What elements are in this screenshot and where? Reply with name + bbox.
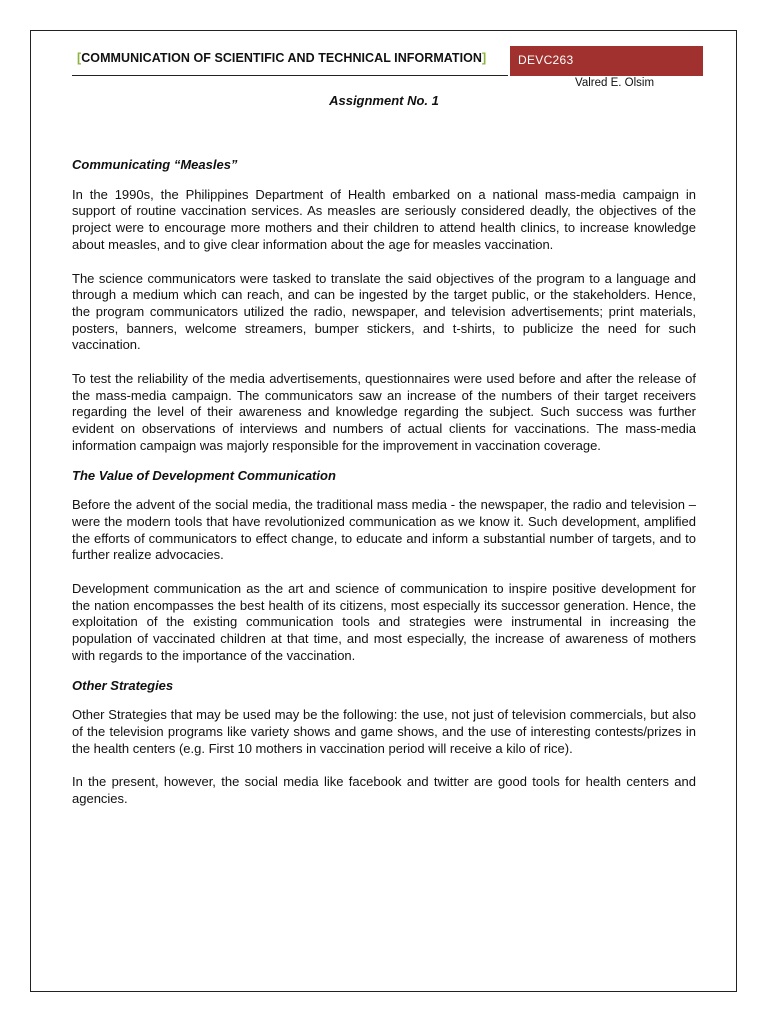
assignment-title: Assignment No. 1 xyxy=(329,93,439,108)
section-heading-strategies: Other Strategies xyxy=(72,677,174,693)
paragraph: Before the advent of the social media, the traditional mass media - the newspaper, the radio and television – were the modern tools that have revolutionized communication as we know it. Such development, amplified the efforts of communicators to effect change, to educate and inform a substantial number of targets, and to further realize advocacies. xyxy=(72,497,696,563)
header-open-bracket: [ xyxy=(77,51,82,65)
paragraph: To test the reliability of the media advertisements, questionnaires were used before and after the release of the mass-media campaign. The communicators saw an increase of the numbers of their target receivers regarding the level of their awareness and knowledge regarding the subject. Such success was further evident on observations of interviews and numbers of actual clients for vaccinations. The mass-media information campaign was majorly responsible for the improvement in vaccination coverage. xyxy=(72,371,696,453)
course-code: DEVC263 xyxy=(518,53,574,67)
paragraph: In the present, however, the social media like facebook and twitter are good tools for health centers and agencies. xyxy=(72,774,696,807)
header-rule xyxy=(72,75,508,76)
author-name: Valred E. Olsim xyxy=(575,77,655,89)
course-code-box xyxy=(510,46,703,76)
document-header-title xyxy=(77,51,486,65)
paragraph: Development communication as the art and science of communication to inspire positive development for the nation encompasses the best health of its citizens, most especially its successor generation. Hence, the exploitation of the existing communication tools and strategies were instrumental in increasing the population of vaccinated children at that time, and most especially, the increase of awareness of mothers with regards to the importance of the vaccination. xyxy=(72,581,696,663)
paragraph: Other Strategies that may be used may be the following: the use, not just of television commercials, but also of the television programs like variety shows and game shows, and the use of interesting contests/prizes in the health centers (e.g. First 10 mothers in vaccination period will receive a kilo of rice). xyxy=(72,707,696,756)
header-title-text: COMMUNICATION OF SCIENTIFIC AND TECHNICAL INFORMATION xyxy=(81,51,482,65)
paragraph: In the 1990s, the Philippines Department of Health embarked on a national mass-media campaign in support of routine vaccination services. As measles are seriously considered deadly, the objectives of the project were to encourage more mothers and their children to attend health clinics, to increase knowledge about measles, and to give clear information about the age for measles vaccination. xyxy=(72,186,696,252)
paragraph: The science communicators were tasked to translate the said objectives of the program to a language and through a medium which can reach, and can be ingested by the target public, or the stakeholders. Hence, the program communicators utilized the radio, newspaper, and television advertisements; print materials, posters, banners, welcome streamers, bumper stickers, and t-shirts, to publicize the need for such vaccination. xyxy=(72,270,696,353)
section-heading-measles: Communicating “Measles” xyxy=(72,157,238,172)
header-close-bracket: ] xyxy=(482,51,487,65)
section-heading-value: The Value of Development Communication xyxy=(72,467,336,483)
document-body xyxy=(72,157,696,825)
